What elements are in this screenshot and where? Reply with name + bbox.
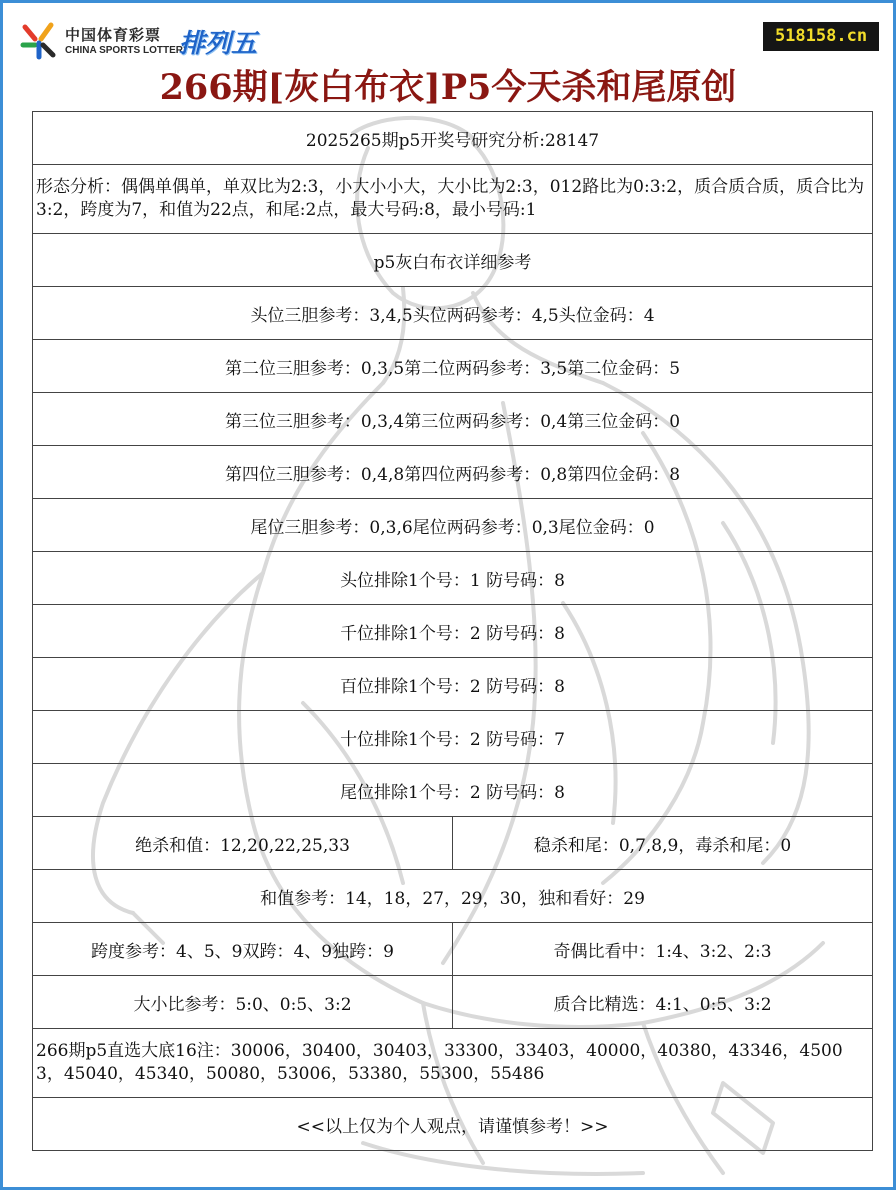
table-row <box>33 605 873 658</box>
hundreds-exclude-cell: 百位排除1个号：2 防号码：8 <box>33 658 873 711</box>
table-row <box>33 1098 873 1151</box>
position5-reference-cell: 尾位三胆参考：0,3,6尾位两码参考：0,3尾位金码：0 <box>33 499 873 552</box>
table-row <box>33 764 873 817</box>
position4-reference-cell: 第四位三胆参考：0,4,8第四位两码参考：0,8第四位金码：8 <box>33 446 873 499</box>
position1-reference-cell: 头位三胆参考：3,4,5头位两码参考：4,5头位金码：4 <box>33 287 873 340</box>
table-row <box>33 817 873 870</box>
table-row <box>33 976 873 1029</box>
table-row <box>33 287 873 340</box>
table-row <box>33 234 873 287</box>
table-row <box>33 112 873 165</box>
position3-reference-cell: 第三位三胆参考：0,3,4第三位两码参考：0,4第三位金码：0 <box>33 393 873 446</box>
logo-brand-text: 排列五 <box>179 29 258 59</box>
pattern-analysis-cell: 形态分析：偶偶单偶单，单双比为2:3，小大小小大，大小比为2:3，012路比为0:3:2，质合质合质，质合比为3:2，跨度为7，和值为22点，和尾:2点，最大号码:8，最小号码:1 <box>33 165 873 234</box>
site-badge[interactable]: 518158.cn <box>763 22 879 51</box>
tens-exclude-cell: 十位排除1个号：2 防号码：7 <box>33 711 873 764</box>
tail-exclude-cell: 尾位排除1个号：2 防号码：8 <box>33 764 873 817</box>
logo-english-text: CHINA SPORTS LOTTERY <box>65 45 190 56</box>
analysis-table <box>32 111 873 1151</box>
table-row <box>33 340 873 393</box>
sum-reference-cell: 和值参考：14，18，27，29，30，独和看好：29 <box>33 870 873 923</box>
table-row <box>33 165 873 234</box>
page-header <box>3 3 893 111</box>
china-sports-lottery-logo <box>19 21 289 61</box>
kill-tail-cell: 稳杀和尾：0,7,8,9，毒杀和尾：0 <box>453 817 873 870</box>
direct-selection-cell: 266期p5直选大底16注：30006，30400，30403，33300，33403，40000，40380，43346，45003，45040，45340，50080，53006，53380，55300，55486 <box>33 1029 873 1098</box>
head-exclude-cell: 头位排除1个号：1 防号码：8 <box>33 552 873 605</box>
big-small-ratio-cell: 大小比参考：5:0、0:5、3:2 <box>33 976 453 1029</box>
table-row <box>33 658 873 711</box>
span-reference-cell: 跨度参考：4、5、9双跨：4、9独跨：9 <box>33 923 453 976</box>
draw-result-cell: 2025265期p5开奖号研究分析:28147 <box>33 112 873 165</box>
kill-sum-cell: 绝杀和值：12,20,22,25,33 <box>33 817 453 870</box>
lottery-star-icon <box>19 21 59 61</box>
table-row <box>33 923 873 976</box>
logo-chinese-text: 中国体育彩票 <box>65 26 162 44</box>
table-row <box>33 393 873 446</box>
table-row <box>33 552 873 605</box>
table-row <box>33 711 873 764</box>
prime-composite-ratio-cell: 质合比精选：4:1、0:5、3:2 <box>453 976 873 1029</box>
disclaimer-cell: <<以上仅为个人观点，请谨慎参考！>> <box>33 1098 873 1151</box>
page-title: 266期[灰白布衣]P5今天杀和尾原创 <box>159 67 737 108</box>
position2-reference-cell: 第二位三胆参考：0,3,5第二位两码参考：3,5第二位金码：5 <box>33 340 873 393</box>
table-row <box>33 499 873 552</box>
table-row <box>33 1029 873 1098</box>
section-heading-cell: p5灰白布衣详细参考 <box>33 234 873 287</box>
table-row <box>33 870 873 923</box>
odd-even-ratio-cell: 奇偶比看中：1:4、3:2、2:3 <box>453 923 873 976</box>
thousands-exclude-cell: 千位排除1个号：2 防号码：8 <box>33 605 873 658</box>
table-row <box>33 446 873 499</box>
